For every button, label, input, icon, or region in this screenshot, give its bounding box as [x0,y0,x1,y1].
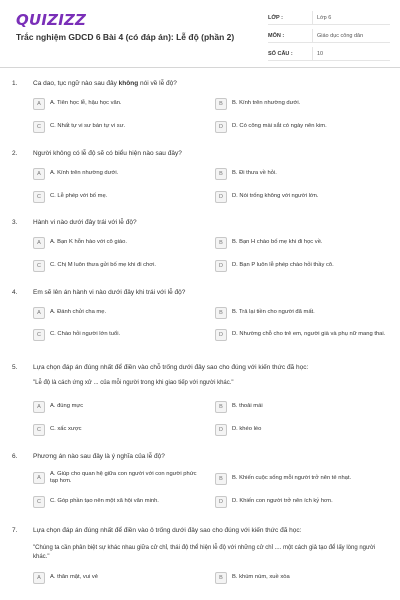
option-c[interactable] [33,259,205,273]
question-number: 2. [12,150,18,157]
question-text: Hành vi nào dưới đây trái với lễ độ? [33,219,137,226]
option-text: D. Nhường chỗ cho trẻ em, người già và phụ nữ mang thai. [232,331,386,338]
question-number: 4. [12,289,18,296]
option-letter: B [215,307,227,319]
option-text: C. Nhất tự vi sư bán tự vi sư. [50,123,126,130]
option-b[interactable] [215,400,387,414]
meta-label: SỐ CÂU : [268,50,293,57]
worksheet-title: Trắc nghiệm GDCD 6 Bài 4 (có đáp án): Lễ độ (phần 2) [16,32,235,42]
option-text: A. Đánh chửi cha mẹ. [50,309,107,316]
option-letter: B [215,98,227,110]
question-text: Lựa chọn đáp án đúng nhất để điền vào chỗ trống dưới đây sao cho đúng với kiến thức đã học: [33,364,309,371]
option-text: C. Chào hỏi người lớn tuổi. [50,331,121,338]
option-a[interactable] [33,236,205,250]
meta-row-count [268,47,390,61]
option-letter: C [33,121,45,133]
option-text: C. xấc xược [50,426,82,433]
option-text: D. Bạn P luôn lễ phép chào hỏi thầy cô. [232,262,334,269]
option-letter: B [215,401,227,413]
option-c[interactable] [33,495,205,509]
option-text: A. đúng mực [50,403,84,410]
question-quote: "Chúng ta cần phân biệt sự khác nhau giữa cử chỉ, thái độ thể hiện lễ độ với những cử chỉ .... một cách giả tạo để lấy lòng người khác." [33,545,376,560]
option-letter: C [33,329,45,341]
header-divider [0,67,400,68]
meta-label: LỚP : [268,14,283,21]
option-letter: B [215,237,227,249]
option-letter: D [215,121,227,133]
option-letter: B [215,168,227,180]
option-text: A. Kính trên nhường dưới. [50,170,119,177]
option-letter: D [215,260,227,272]
option-a[interactable] [33,571,205,585]
question-text: Lựa chọn đáp án đúng nhất để điền vào ô trống dưới đây sao cho đúng với kiến thức đã học: [33,527,302,534]
option-text: B. Đi thưa về hỏi. [232,170,277,177]
option-a[interactable] [33,400,205,414]
option-letter: A [33,472,45,484]
option-text: A. Bạn K hỗn hào với cô giáo. [50,239,127,246]
question-number: 3. [12,219,18,226]
option-a[interactable] [33,467,205,489]
option-text: D. Có công mài sắt có ngày nên kim. [232,123,327,130]
question-number: 6. [12,453,18,460]
option-c[interactable] [33,328,205,342]
question-number: 7. [12,527,18,534]
question-number: 1. [12,80,18,87]
option-b[interactable] [215,472,387,486]
option-letter: C [33,424,45,436]
option-d[interactable] [215,324,387,346]
option-a[interactable] [33,97,205,111]
option-letter: A [33,98,45,110]
worksheet-header [0,0,400,62]
option-b[interactable] [215,236,387,250]
option-text: D. khéo léo [232,426,262,433]
option-text: A. thân mật, vui vẻ [50,574,99,581]
option-letter: B [215,572,227,584]
option-c[interactable] [33,120,205,134]
option-text: B. khúm núm, xuề xòa [232,574,290,581]
option-d[interactable] [215,495,387,509]
option-text: A. Tiên học lễ, hậu học văn. [50,100,122,107]
option-letter: A [33,401,45,413]
quizizz-logo[interactable]: QUIZIZZ [16,11,87,29]
question-quote: "Lễ độ là cách ứng xử ... của mỗi người trong khi giao tiếp với người khác." [33,380,234,386]
option-text: B. thoải mái [232,403,263,410]
option-letter: D [215,424,227,436]
option-text: D. Khiến con người trở nên ích kỷ hơn. [232,498,333,505]
question-number: 5. [12,364,18,371]
option-a[interactable] [33,167,205,181]
meta-row-subject [268,29,390,43]
option-text: C. Lễ phép với bố mẹ. [50,193,108,200]
option-text: D. Nói trống không với người lớn. [232,193,319,200]
option-text: B. Kính trên nhường dưới. [232,100,301,107]
option-text: C. Góp phần tạo nên một xã hội văn minh. [50,498,159,505]
option-d[interactable] [215,423,387,437]
meta-value: Giáo dục công dân [312,29,390,43]
option-c[interactable] [33,423,205,437]
option-letter: A [33,237,45,249]
option-text: B. Bạn H chào bố mẹ khi đi học về. [232,239,323,246]
option-letter: D [215,329,227,341]
option-letter: D [215,496,227,508]
meta-label: MÔN : [268,32,285,39]
question-text: Ca dao, tục ngữ nào sau đây không nói về lễ độ? [33,80,177,87]
option-b[interactable] [215,306,387,320]
option-c[interactable] [33,190,205,204]
option-b[interactable] [215,97,387,111]
option-text: B. Khiến cuộc sống mỗi người trở nên tẻ nhạt. [232,475,352,482]
option-a[interactable] [33,306,205,320]
meta-value: 10 [312,47,390,61]
meta-table [268,11,390,65]
question-text: Người không có lễ độ sẽ có biểu hiện nào sau đây? [33,150,182,157]
option-letter: D [215,191,227,203]
option-letter: A [33,572,45,584]
option-b[interactable] [215,571,387,585]
option-d[interactable] [215,259,387,273]
option-letter: B [215,473,227,485]
option-text: B. Trả lại tiền cho người đã mất. [232,309,315,316]
option-d[interactable] [215,190,387,204]
meta-value: Lớp 6 [312,11,390,25]
option-letter: C [33,191,45,203]
option-letter: C [33,260,45,272]
question-text: Phương án nào sau đây là ý nghĩa của lễ độ? [33,453,165,460]
meta-row-class [268,11,390,25]
option-letter: C [33,496,45,508]
option-text: C. Chị M luôn thưa gửi bố mẹ khi đi chơi. [50,262,156,269]
option-text: A. Giúp cho quan hệ giữa con người với con người phức tạp hơn. [50,470,197,484]
option-letter: A [33,168,45,180]
option-b[interactable] [215,167,387,181]
option-d[interactable] [215,120,387,134]
question-text: Em sẽ lên án hành vi nào dưới đây khi trái với lễ độ? [33,289,186,296]
option-letter: A [33,307,45,319]
